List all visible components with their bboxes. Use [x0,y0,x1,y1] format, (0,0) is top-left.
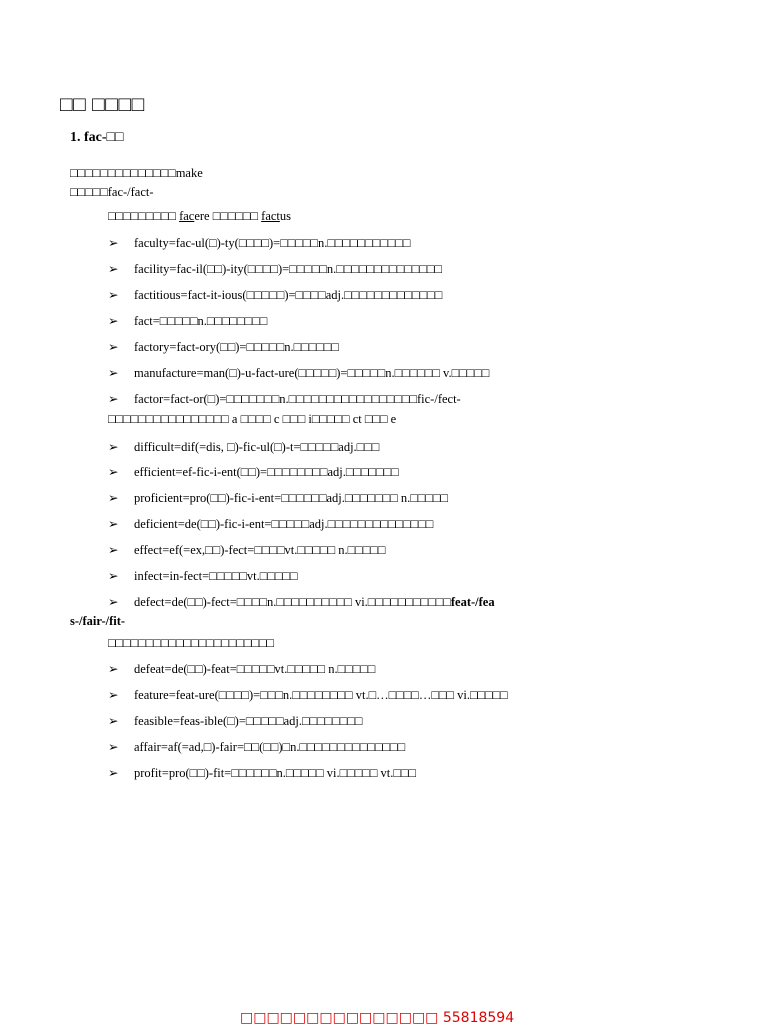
origin-text-a: □□□□□□□□□ [108,209,180,223]
list-item-text: feasible=feas-ible(□)=□□□□□adj.□□□□□□□□ [134,714,363,728]
list-item [108,439,379,455]
origin-text-c: us [279,209,292,223]
feat-root-heading-cont: s-/fair-/fit- [70,614,126,628]
list-item-text: facility=fac-il(□□)-ity(□□□□)=□□□□□n.□□□□□□□□□□□□□□ [134,262,443,276]
list-item [108,516,433,532]
list-item-text: profit=pro(□□)-fit=□□□□□□n.□□□□□ vi.□□□□□ vt.□□□ [134,766,417,780]
list-item-text: fact=□□□□□n.□□□□□□□□ [134,314,268,328]
list-item [108,339,339,355]
list-item-text: effect=ef(=ex,□□)-fect=□□□□vt.□□□□□ n.□□□□□ [134,543,386,557]
intro-line-2: □□□□□fac-/fact- [70,185,154,199]
list-item-text: efficient=ef-fic-i-ent(□□)=□□□□□□□□adj.□□□□□□□ [134,465,399,479]
origin-text-b: ere □□□□□□ [194,209,262,223]
arrow-bullet-icon: ➢ [108,714,119,728]
list-item [108,542,385,558]
subsection-heading: 1. fac-□□ [70,130,124,145]
list-item [108,261,442,277]
arrow-bullet-icon: ➢ [108,340,119,354]
arrow-bullet-icon: ➢ [108,262,119,276]
origin-root-facere: fac [179,209,195,223]
list-item [108,365,489,381]
footer-contact-text: □□□□□□□□□□□□□□□ 55818594 [240,1010,515,1026]
arrow-bullet-icon: ➢ [108,740,119,754]
list-item-text: defect=de(□□)-fect=□□□□n.□□□□□□□□□□ vi.□□□□□□□□□□□ [134,595,451,609]
list-item [108,713,362,729]
feat-intro-line: □□□□□□□□□□□□□□□□□□□□□□ [108,636,275,650]
list-item [108,287,442,303]
list-item [108,235,410,251]
list-item [108,490,448,506]
list-item-text: feature=feat-ure(□□□□)=□□□n.□□□□□□□□ vt.□…□□□□…□□□ vi.□□□□□ [134,688,508,702]
list-item [108,739,405,755]
list-item [108,568,298,584]
arrow-bullet-icon: ➢ [108,766,119,780]
arrow-bullet-icon: ➢ [108,392,119,406]
list-item [108,391,461,407]
list-item-text: manufacture=man(□)-u-fact-ure(□□□□□)=□□□□□n.□□□□□□ v.□□□□□ [134,366,490,380]
arrow-bullet-icon: ➢ [108,688,119,702]
arrow-bullet-icon: ➢ [108,491,119,505]
arrow-bullet-icon: ➢ [108,569,119,583]
list-item-text: deficient=de(□□)-fic-i-ent=□□□□□adj.□□□□□□□□□□□□□□ [134,517,434,531]
list-item-text: proficient=pro(□□)-fic-i-ent=□□□□□□adj.□□□□□□□ n.□□□□□ [134,491,448,505]
list-item-text: factitious=fact-it-ious(□□□□□)=□□□□adj.□□□□□□□□□□□□□ [134,288,443,302]
feat-root-heading-start: feat-/fea [450,595,495,609]
arrow-bullet-icon: ➢ [108,440,119,454]
section-heading: □□ □□□□ [60,92,145,116]
list-item-text: factor=fact-or(□)=□□□□□□□n.□□□□□□□□□□□□□□□□□fic-/fect- [134,392,461,406]
arrow-bullet-icon: ➢ [108,288,119,302]
arrow-bullet-icon: ➢ [108,236,119,250]
list-item-text: factory=fact-ory(□□)=□□□□□n.□□□□□□ [134,340,339,354]
list-item-text: infect=in-fect=□□□□□vt.□□□□□ [134,569,298,583]
arrow-bullet-icon: ➢ [108,366,119,380]
origin-line [108,209,291,224]
arrow-bullet-icon: ➢ [108,465,119,479]
arrow-bullet-icon: ➢ [108,314,119,328]
list-item [108,765,416,781]
list-item-text: defeat=de(□□)-feat=□□□□□vt.□□□□□ n.□□□□□ [134,662,376,676]
origin-root-factus: fact [261,209,280,223]
arrow-bullet-icon: ➢ [108,595,119,609]
fic-intro-line: □□□□□□□□□□□□□□□□ a □□□□ c □□□ i□□□□□ ct □□□ e [108,412,397,426]
list-item [108,687,508,703]
list-item [108,661,375,677]
list-item-text: faculty=fac-ul(□)-ty(□□□□)=□□□□□n.□□□□□□□□□□□ [134,236,411,250]
list-item [108,594,495,610]
list-item [108,464,399,480]
arrow-bullet-icon: ➢ [108,517,119,531]
list-item-text: affair=af(=ad,□)-fair=□□(□□)□n.□□□□□□□□□□□□□□ [134,740,406,754]
list-item-text: difficult=dif(=dis, □)-fic-ul(□)-t=□□□□□adj.□□□ [134,440,380,454]
list-item [108,313,267,329]
intro-line-1: □□□□□□□□□□□□□□make [70,166,203,180]
arrow-bullet-icon: ➢ [108,543,119,557]
arrow-bullet-icon: ➢ [108,662,119,676]
